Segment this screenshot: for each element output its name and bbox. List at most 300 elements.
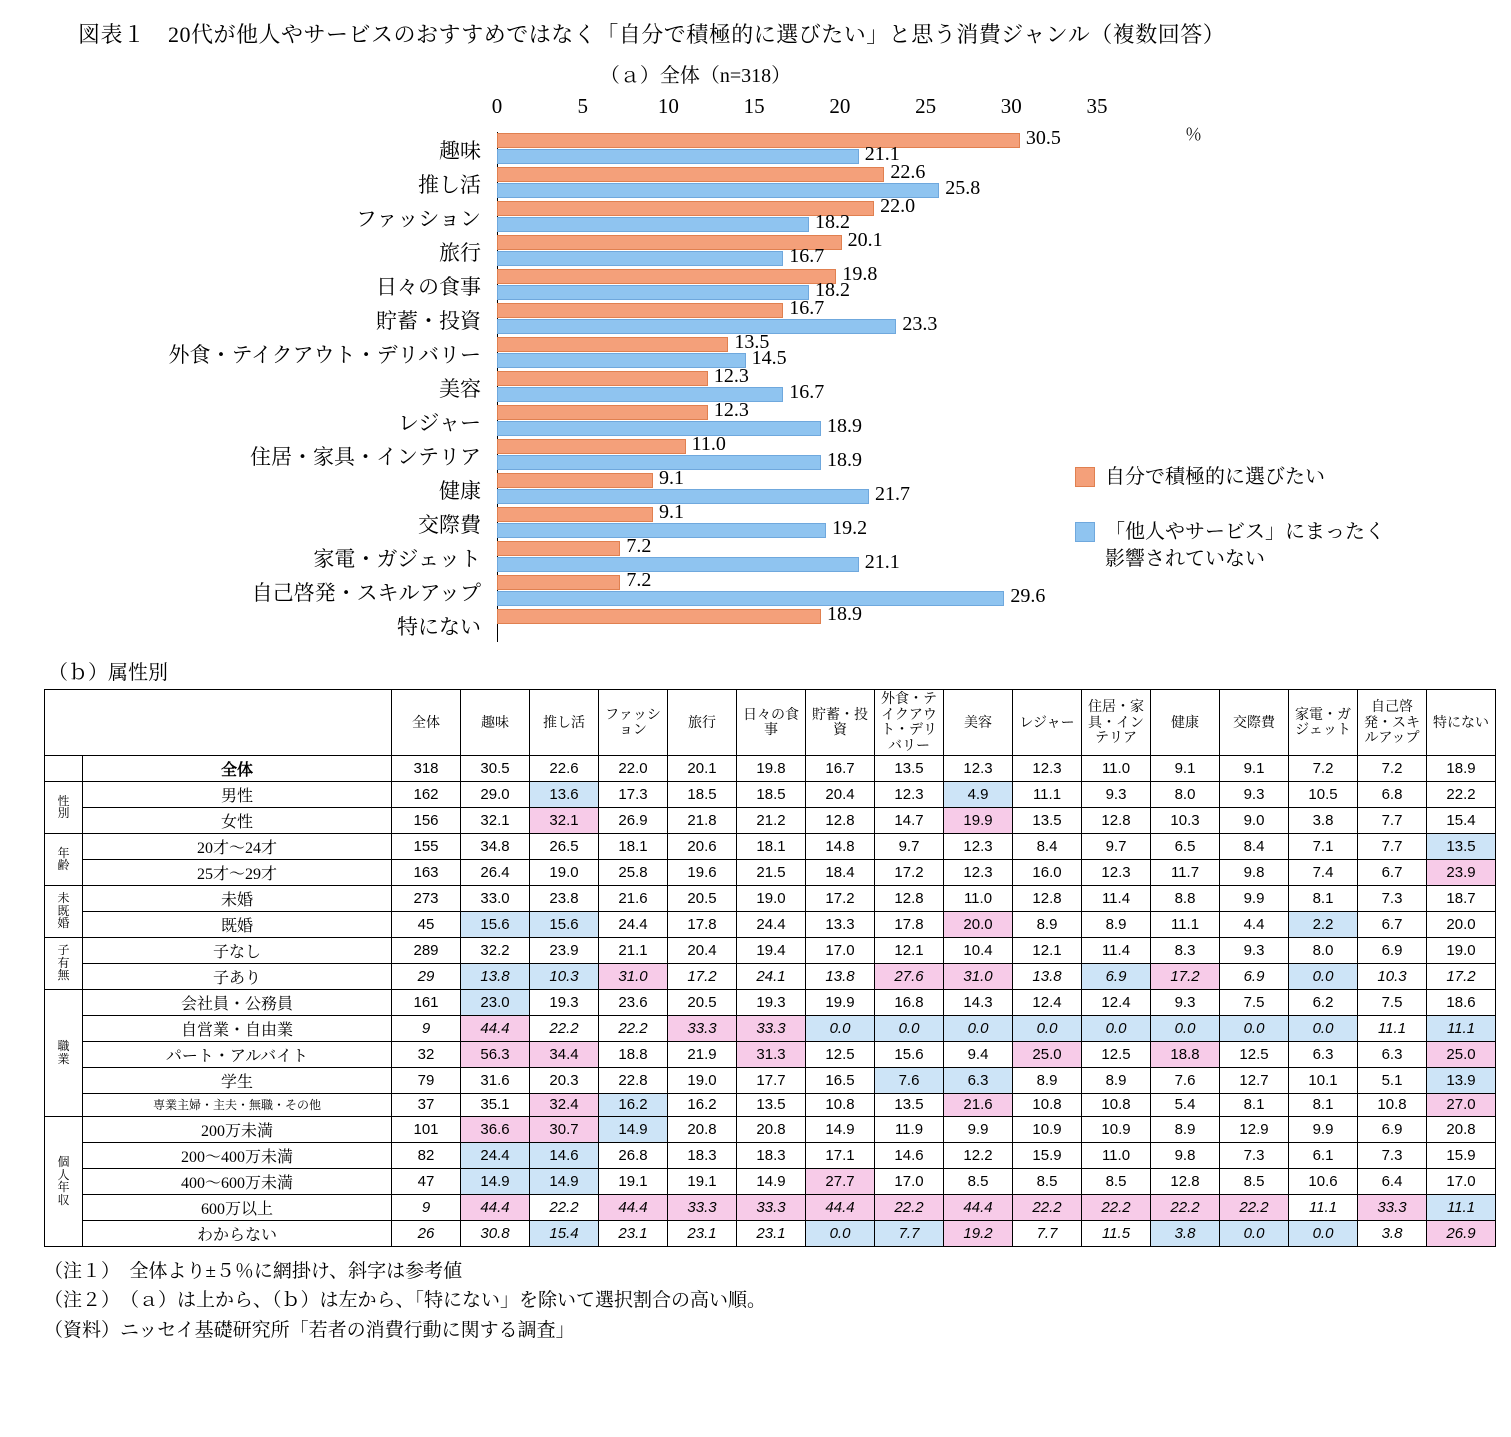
- table-cell: 7.2: [1358, 755, 1427, 781]
- table-cell: 17.3: [599, 781, 668, 807]
- table-cell: 13.5: [1013, 807, 1082, 833]
- legend-item-b: [1075, 519, 1385, 573]
- table-cell: 8.5: [1082, 1168, 1151, 1194]
- table-cell: 17.8: [875, 911, 944, 937]
- table-cell: 7.6: [875, 1067, 944, 1093]
- bar-value-b: 21.1: [864, 551, 900, 573]
- column-header: 自己啓発・スキルアップ: [1358, 690, 1427, 756]
- table-cell: 17.0: [806, 937, 875, 963]
- bar-value-a: 7.2: [626, 569, 652, 591]
- table-cell: 12.9: [1220, 1116, 1289, 1142]
- bar-value-b: 16.7: [789, 381, 825, 403]
- table-cell: 0.0: [1289, 1015, 1358, 1041]
- table-cell: 21.6: [944, 1093, 1013, 1116]
- bar-series-a: [497, 371, 708, 386]
- category-label: 旅行: [439, 241, 481, 265]
- table-cell: 15.4: [1427, 807, 1496, 833]
- table-cell: 10.1: [1289, 1067, 1358, 1093]
- table-cell: 33.0: [461, 885, 530, 911]
- category-labels: [0, 132, 489, 642]
- bar-series-b: [497, 353, 746, 368]
- table-cell: 14.6: [530, 1142, 599, 1168]
- table-cell: 20.6: [668, 833, 737, 859]
- bar-value-a: 13.5: [734, 331, 770, 353]
- bar-value-b: 18.2: [815, 211, 850, 233]
- table-cell: 10.9: [1082, 1116, 1151, 1142]
- column-header: 住居・家具・インテリア: [1082, 690, 1151, 756]
- category-label: 健康: [439, 479, 481, 503]
- table-cell: 31.6: [461, 1067, 530, 1093]
- table-row: [45, 807, 1496, 833]
- table-row: [45, 781, 1496, 807]
- table-cell: 0.0: [1082, 1015, 1151, 1041]
- table-cell: 9: [392, 1015, 461, 1041]
- table-cell: 17.2: [668, 963, 737, 989]
- column-header: 美容: [944, 690, 1013, 756]
- table-cell: 7.6: [1151, 1067, 1220, 1093]
- table-cell: 12.3: [944, 859, 1013, 885]
- x-tick: 0: [491, 94, 503, 118]
- bar-series-a: [497, 541, 620, 556]
- table-cell: 17.0: [875, 1168, 944, 1194]
- table-cell: 27.0: [1427, 1093, 1496, 1116]
- category-label: 趣味: [439, 139, 481, 163]
- table-cell: 31.3: [737, 1041, 806, 1067]
- bar-series-a: [497, 269, 836, 284]
- x-tick: 20: [829, 94, 851, 118]
- table-cell: 20.0: [944, 911, 1013, 937]
- bar-value-b: 18.2: [815, 279, 850, 301]
- table-cell: 34.4: [530, 1041, 599, 1067]
- bar-chart: [0, 94, 1511, 654]
- table-cell: 17.2: [1427, 963, 1496, 989]
- table-cell: 21.8: [668, 807, 737, 833]
- table-row: [45, 1041, 1496, 1067]
- report-page: [0, 18, 1511, 1437]
- chart-subtitle: （ａ）全体（n=318）: [599, 65, 792, 87]
- table-cell: 2.2: [1289, 911, 1358, 937]
- table-cell: 14.7: [875, 807, 944, 833]
- table-cell: 23.1: [599, 1220, 668, 1246]
- column-header: 健康: [1151, 690, 1220, 756]
- table-cell: 32: [392, 1041, 461, 1067]
- table-cell: 11.0: [944, 885, 1013, 911]
- table-cell: 22.2: [530, 1015, 599, 1041]
- table-cell: 0.0: [1151, 1015, 1220, 1041]
- table-cell: 21.6: [599, 885, 668, 911]
- category-label: 交際費: [418, 513, 481, 537]
- page-title: 図表１ 20代が他人やサービスのおすすめではなく「自分で積極的に選びたい」と思う消費ジャンル（複数回答）: [78, 22, 1226, 47]
- table-cell: 31.0: [599, 963, 668, 989]
- table-cell: 24.4: [599, 911, 668, 937]
- table-cell: 30.7: [530, 1116, 599, 1142]
- bar-series-a: [497, 439, 686, 454]
- table-cell: 6.9: [1358, 1116, 1427, 1142]
- table-cell: 18.4: [806, 859, 875, 885]
- column-header: 貯蓄・投資: [806, 690, 875, 756]
- table-cell: 0.0: [1289, 963, 1358, 989]
- bar-series-b: [497, 183, 939, 198]
- table-cell: 16.8: [875, 989, 944, 1015]
- table-cell: 21.1: [599, 937, 668, 963]
- table-cell: 14.8: [806, 833, 875, 859]
- bar-series-a: [497, 337, 728, 352]
- table-cell: 6.3: [944, 1067, 1013, 1093]
- table-cell: 7.7: [875, 1220, 944, 1246]
- table-cell: 7.7: [1358, 807, 1427, 833]
- table-cell: 12.5: [1082, 1041, 1151, 1067]
- table-cell: 27.6: [875, 963, 944, 989]
- table-cell: 10.8: [806, 1093, 875, 1116]
- bar-value-a: 30.5: [1025, 127, 1061, 149]
- table-cell: 25.0: [1013, 1041, 1082, 1067]
- row-label: 男性: [83, 781, 392, 807]
- bar-value-a: 22.0: [880, 195, 916, 217]
- table-cell: 11.9: [875, 1116, 944, 1142]
- table-cell: 13.3: [806, 911, 875, 937]
- legend-swatch-orange: [1075, 467, 1095, 487]
- table-cell: 19.0: [1427, 937, 1496, 963]
- table-cell: 163: [392, 859, 461, 885]
- table-cell: 6.9: [1358, 937, 1427, 963]
- table-cell: 12.5: [1220, 1041, 1289, 1067]
- table-cell: 33.3: [1358, 1194, 1427, 1220]
- table-cell: 31.0: [944, 963, 1013, 989]
- table-cell: 9.1: [1220, 755, 1289, 781]
- table-cell: 10.9: [1013, 1116, 1082, 1142]
- category-label: 貯蓄・投資: [376, 309, 481, 333]
- table-cell: 12.3: [875, 781, 944, 807]
- column-header: 推し活: [530, 690, 599, 756]
- table-cell: 19.3: [530, 989, 599, 1015]
- table-cell: 24.4: [461, 1142, 530, 1168]
- table-cell: 7.3: [1358, 885, 1427, 911]
- table-cell: 37: [392, 1093, 461, 1116]
- category-label: 自己啓発・スキルアップ: [251, 581, 481, 605]
- bar-value-b: 25.8: [945, 177, 981, 199]
- table-cell: 10.6: [1289, 1168, 1358, 1194]
- table-cell: 18.8: [599, 1041, 668, 1067]
- table-cell: 9.7: [1082, 833, 1151, 859]
- table-cell: 22.0: [599, 755, 668, 781]
- table-cell: 101: [392, 1116, 461, 1142]
- bar-series-a: [497, 167, 884, 182]
- table-cell: 22.2: [1427, 781, 1496, 807]
- bar-series-a: [497, 473, 653, 488]
- table-cell: 7.3: [1220, 1142, 1289, 1168]
- table-cell: 20.1: [668, 755, 737, 781]
- table-cell: 11.0: [1082, 755, 1151, 781]
- note-line: （注２） （ａ）は上から、（ｂ）は左から、「特にない」を除いて選択割合の高い順。: [44, 1290, 767, 1312]
- table-cell: 20.3: [530, 1067, 599, 1093]
- table-cell: 16.5: [806, 1067, 875, 1093]
- category-label: レジャー: [397, 411, 481, 435]
- table-cell: 19.3: [737, 989, 806, 1015]
- table-cell: 15.9: [1013, 1142, 1082, 1168]
- table-cell: 9.4: [944, 1041, 1013, 1067]
- table-cell: 17.2: [1151, 963, 1220, 989]
- table-cell: 17.8: [668, 911, 737, 937]
- table-cell: 18.7: [1427, 885, 1496, 911]
- table-cell: 9.3: [1151, 989, 1220, 1015]
- bar-series-a: [497, 133, 1020, 148]
- table-cell: 26.5: [530, 833, 599, 859]
- row-label: 200～400万未満: [83, 1142, 392, 1168]
- table-cell: 162: [392, 781, 461, 807]
- table-cell: 18.9: [1427, 755, 1496, 781]
- bar-value-a: 9.1: [659, 501, 684, 523]
- table-cell: 16.7: [806, 755, 875, 781]
- table-cell: 11.1: [1151, 911, 1220, 937]
- table-cell: 22.2: [599, 1015, 668, 1041]
- row-label: 25才～29才: [83, 859, 392, 885]
- table-cell: 44.4: [806, 1194, 875, 1220]
- table-cell: 20.4: [668, 937, 737, 963]
- table-cell: 44.4: [944, 1194, 1013, 1220]
- table-cell: 26.4: [461, 859, 530, 885]
- bar-series-a: [497, 575, 620, 590]
- table-cell: 33.3: [668, 1015, 737, 1041]
- bar-series-b: [497, 217, 809, 232]
- category-label: 推し活: [418, 173, 481, 197]
- table-cell: 20.8: [668, 1116, 737, 1142]
- table-cell: 20.4: [806, 781, 875, 807]
- table-row: [45, 1093, 1496, 1116]
- table-cell: 9.3: [1082, 781, 1151, 807]
- table-cell: 17.2: [806, 885, 875, 911]
- table-row: [45, 755, 1496, 781]
- table-row: [45, 1168, 1496, 1194]
- table-cell: 29.0: [461, 781, 530, 807]
- x-tick: 15: [743, 94, 765, 118]
- table-cell: 161: [392, 989, 461, 1015]
- table-cell: 11.1: [1358, 1015, 1427, 1041]
- row-group-label: 年 齢: [45, 833, 83, 885]
- bar-value-a: 19.8: [842, 263, 878, 285]
- table-cell: 8.8: [1151, 885, 1220, 911]
- row-group-label: 職 業: [45, 989, 83, 1116]
- table-cell: 12.8: [875, 885, 944, 911]
- chart-legend: [1075, 464, 1385, 601]
- table-cell: 14.9: [530, 1168, 599, 1194]
- column-header: 交際費: [1220, 690, 1289, 756]
- table-cell: 12.1: [1013, 937, 1082, 963]
- table-cell: 12.8: [1013, 885, 1082, 911]
- table-cell: 9.3: [1220, 781, 1289, 807]
- table-cell: 47: [392, 1168, 461, 1194]
- table-cell: 19.0: [737, 885, 806, 911]
- table-cell: 0.0: [944, 1015, 1013, 1041]
- row-group-label: 子 有 無: [45, 937, 83, 989]
- table-cell: 19.2: [944, 1220, 1013, 1246]
- bar-series-b: [497, 319, 896, 334]
- table-cell: 34.8: [461, 833, 530, 859]
- table-cell: 18.3: [668, 1142, 737, 1168]
- table-cell: 7.3: [1358, 1142, 1427, 1168]
- table-cell: 10.5: [1289, 781, 1358, 807]
- table-cell: 18.6: [1427, 989, 1496, 1015]
- table-cell: 21.2: [737, 807, 806, 833]
- table-cell: 23.9: [1427, 859, 1496, 885]
- table-cell: 9.8: [1220, 859, 1289, 885]
- table-cell: 18.8: [1151, 1041, 1220, 1067]
- bar-value-b: 29.6: [1010, 585, 1046, 607]
- table-cell: 8.5: [1220, 1168, 1289, 1194]
- bar-series-b: [497, 149, 859, 164]
- table-cell: 0.0: [1220, 1015, 1289, 1041]
- table-cell: 33.3: [737, 1015, 806, 1041]
- table-cell: 13.5: [1427, 833, 1496, 859]
- table-cell: 19.9: [806, 989, 875, 1015]
- table-cell: 9.1: [1151, 755, 1220, 781]
- table-cell: 15.6: [461, 911, 530, 937]
- table-row: [45, 1220, 1496, 1246]
- category-label: 日々の食事: [376, 275, 481, 299]
- table-cell: 13.5: [875, 755, 944, 781]
- table-cell: 9.8: [1151, 1142, 1220, 1168]
- category-label: 外食・テイクアウト・デリバリー: [168, 343, 481, 367]
- table-cell: 8.4: [1220, 833, 1289, 859]
- table-cell: 20.8: [737, 1116, 806, 1142]
- table-cell: 9.9: [1220, 885, 1289, 911]
- table-cell: 10.8: [1358, 1093, 1427, 1116]
- table-cell: 12.3: [1082, 859, 1151, 885]
- table-cell: 0.0: [1289, 1220, 1358, 1246]
- table-cell: 56.3: [461, 1041, 530, 1067]
- table-cell: 0.0: [1220, 1220, 1289, 1246]
- table-cell: 17.0: [1427, 1168, 1496, 1194]
- table-cell: 5.1: [1358, 1067, 1427, 1093]
- table-cell: 11.1: [1013, 781, 1082, 807]
- bar-value-b: 21.7: [875, 483, 910, 505]
- bar-series-b: [497, 523, 826, 538]
- table-cell: 15.6: [875, 1041, 944, 1067]
- legend-item-a: [1075, 464, 1385, 491]
- table-cell: 6.7: [1358, 911, 1427, 937]
- table-cell: 19.0: [668, 1067, 737, 1093]
- table-cell: 12.8: [1151, 1168, 1220, 1194]
- row-group-label: 個 人 年 収: [45, 1116, 83, 1246]
- bar-series-b: [497, 251, 783, 266]
- table-row: [45, 1142, 1496, 1168]
- bar-value-a: 12.3: [713, 365, 749, 387]
- table-cell: 156: [392, 807, 461, 833]
- table-cell: 22.2: [1151, 1194, 1220, 1220]
- bar-series-a: [497, 405, 708, 420]
- note-line: （資料）ニッセイ基礎研究所「若者の消費行動に関する調査」: [44, 1319, 575, 1341]
- x-tick: 25: [915, 94, 937, 118]
- bar-value-a: 9.1: [659, 467, 684, 489]
- table-cell: 8.9: [1082, 911, 1151, 937]
- table-cell: 6.7: [1358, 859, 1427, 885]
- table-cell: 10.8: [1082, 1093, 1151, 1116]
- table-cell: 155: [392, 833, 461, 859]
- table-cell: 25.0: [1427, 1041, 1496, 1067]
- bar-series-a: [497, 609, 821, 624]
- table-cell: 23.1: [668, 1220, 737, 1246]
- table-cell: 7.5: [1220, 989, 1289, 1015]
- column-header: 特にない: [1427, 690, 1496, 756]
- table-cell: 22.2: [1082, 1194, 1151, 1220]
- table-cell: 9.3: [1220, 937, 1289, 963]
- table-cell: 9: [392, 1194, 461, 1220]
- table-cell: 12.5: [806, 1041, 875, 1067]
- bar-value-b: 21.1: [864, 143, 900, 165]
- table-cell: 8.5: [1013, 1168, 1082, 1194]
- table-cell: 318: [392, 755, 461, 781]
- table-cell: 30.5: [461, 755, 530, 781]
- table-cell: 13.9: [1427, 1067, 1496, 1093]
- table-cell: 13.5: [737, 1093, 806, 1116]
- table-cell: 22.2: [1013, 1194, 1082, 1220]
- table-cell: 8.5: [944, 1168, 1013, 1194]
- table-cell: 13.5: [875, 1093, 944, 1116]
- bar-value-a: 12.3: [713, 399, 749, 421]
- table-cell: 12.8: [1082, 807, 1151, 833]
- table-cell: 36.6: [461, 1116, 530, 1142]
- bar-value-b: 18.9: [827, 415, 862, 437]
- table-cell: 11.4: [1082, 885, 1151, 911]
- table-cell: 7.5: [1358, 989, 1427, 1015]
- row-label: わからない: [83, 1220, 392, 1246]
- x-axis-ticks: [0, 94, 1511, 120]
- row-label: 20才～24才: [83, 833, 392, 859]
- table-row: [45, 989, 1496, 1015]
- table-cell: 10.3: [1151, 807, 1220, 833]
- column-header: 外食・テイクアウト・デリバリー: [875, 690, 944, 756]
- bar-series-a: [497, 507, 653, 522]
- row-group-label: [45, 755, 83, 781]
- category-label: 美容: [439, 377, 481, 401]
- row-label: 既婚: [83, 911, 392, 937]
- table-cell: 6.3: [1289, 1041, 1358, 1067]
- category-label: 家電・ガジェット: [313, 547, 481, 571]
- table-cell: 7.4: [1289, 859, 1358, 885]
- table-cell: 32.4: [530, 1093, 599, 1116]
- table-cell: 19.4: [737, 937, 806, 963]
- table-cell: 19.1: [668, 1168, 737, 1194]
- column-header: レジャー: [1013, 690, 1082, 756]
- table-cell: 8.9: [1013, 1067, 1082, 1093]
- row-group-label: 未 既 婚: [45, 885, 83, 937]
- category-label: 住居・家具・インテリア: [250, 445, 481, 469]
- table-cell: 13.8: [1013, 963, 1082, 989]
- x-axis-unit: ％: [1185, 125, 1202, 144]
- table-cell: 6.9: [1082, 963, 1151, 989]
- table-cell: 6.9: [1220, 963, 1289, 989]
- table-cell: 17.2: [875, 859, 944, 885]
- table-cell: 0.0: [875, 1015, 944, 1041]
- table-cell: 14.9: [806, 1116, 875, 1142]
- table-cell: 82: [392, 1142, 461, 1168]
- row-label: 600万以上: [83, 1194, 392, 1220]
- table-cell: 17.7: [737, 1067, 806, 1093]
- table-cell: 7.2: [1289, 755, 1358, 781]
- table-cell: 26.9: [599, 807, 668, 833]
- table-cell: 14.9: [599, 1116, 668, 1142]
- table-cell: 273: [392, 885, 461, 911]
- category-label: ファッション: [355, 207, 481, 231]
- table-row: [45, 963, 1496, 989]
- table-row: [45, 885, 1496, 911]
- legend-label-a: 自分で積極的に選びたい: [1105, 466, 1325, 488]
- bar-series-b: [497, 591, 1004, 606]
- table-cell: 12.8: [806, 807, 875, 833]
- category-label: 特にない: [397, 615, 481, 639]
- table-cell: 32.1: [461, 807, 530, 833]
- table-cell: 22.6: [530, 755, 599, 781]
- table-cell: 6.8: [1358, 781, 1427, 807]
